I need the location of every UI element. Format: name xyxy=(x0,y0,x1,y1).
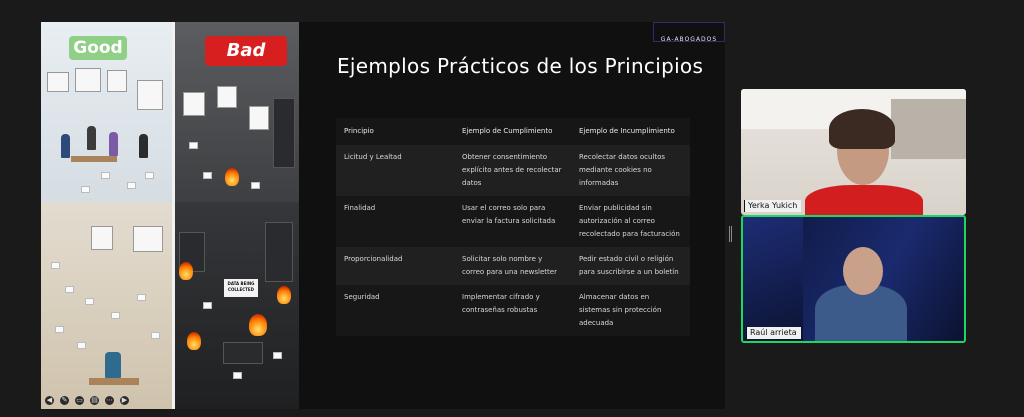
panel-divider xyxy=(172,22,175,409)
paper xyxy=(251,182,260,189)
pen-icon[interactable]: ✎ xyxy=(61,396,68,404)
paper xyxy=(273,352,282,359)
table-row xyxy=(336,247,690,285)
participant-body xyxy=(805,185,923,215)
paper xyxy=(85,298,94,305)
fire-icon xyxy=(179,262,193,280)
participant-head xyxy=(843,247,883,295)
table-cell: Finalidad xyxy=(336,196,454,247)
paper xyxy=(189,142,198,149)
table-cell: Recolectar datos ocultos mediante cookies no informadas xyxy=(571,145,690,196)
office-worker xyxy=(109,132,118,156)
paper xyxy=(77,342,86,349)
paper xyxy=(51,262,60,269)
paper xyxy=(137,294,146,301)
desk xyxy=(89,378,139,385)
table-cell: Solicitar solo nombre y correo para una newsletter xyxy=(454,247,571,285)
good-vs-bad-illustration xyxy=(41,22,299,409)
server-rack xyxy=(265,222,293,282)
paper xyxy=(203,302,212,309)
table-cell: Obtener consentimiento explícito antes de recolectar datos xyxy=(454,145,571,196)
messy-office-panel xyxy=(41,202,173,409)
slide-toolbar xyxy=(41,392,161,409)
whiteboard xyxy=(249,106,269,130)
paper xyxy=(55,326,64,333)
subtitles-icon[interactable]: ▤ xyxy=(91,396,98,404)
paper xyxy=(151,332,160,339)
whiteboard xyxy=(47,72,69,92)
data-collected-sign: DATA BEING COLLECTED xyxy=(224,279,258,297)
table-cell: Licitud y Lealtad xyxy=(336,145,454,196)
burning-office-panel xyxy=(173,202,299,409)
table-cell: Pedir estado civil o religión para suscribirse a un boletín xyxy=(571,247,690,285)
paper xyxy=(111,312,120,319)
fire-icon xyxy=(187,332,201,350)
whiteboard xyxy=(75,68,101,92)
office-worker xyxy=(139,134,148,158)
participant-video-tile[interactable] xyxy=(741,89,966,215)
table-cell: Implementar cifrado y contraseñas robustas xyxy=(454,285,571,336)
table-cell: Usar el correo solo para enviar la factura solicitada xyxy=(454,196,571,247)
paper xyxy=(65,286,74,293)
whiteboard xyxy=(91,226,113,250)
fire-icon xyxy=(277,286,291,304)
shared-slide xyxy=(41,22,725,409)
table-cell: Enviar publicidad sin autorización al correo recolectado para facturación xyxy=(571,196,690,247)
window-blinds xyxy=(891,99,966,159)
desk xyxy=(71,156,117,162)
table-row xyxy=(336,196,690,247)
good-label: Good xyxy=(69,36,127,60)
paper xyxy=(145,172,154,179)
bad-label: Bad xyxy=(205,36,287,66)
paper xyxy=(233,372,242,379)
fire-icon xyxy=(249,314,267,336)
background-panel xyxy=(743,217,803,343)
column-header: Ejemplo de Cumplimiento xyxy=(454,118,571,145)
laptop xyxy=(223,342,263,364)
office-worker xyxy=(105,352,121,378)
paper xyxy=(81,186,90,193)
resize-handle[interactable] xyxy=(729,226,732,242)
whiteboard xyxy=(137,80,163,110)
table-row xyxy=(336,145,690,196)
participant-name-label: Raúl arrieta xyxy=(746,327,801,339)
arrow-left-icon[interactable]: ◀ xyxy=(46,396,53,404)
participant-name-label: Yerka Yukich xyxy=(744,200,801,212)
whiteboard xyxy=(183,92,205,116)
office-worker xyxy=(61,134,70,158)
paper xyxy=(127,182,136,189)
eraser-icon[interactable]: ▭ xyxy=(76,396,83,404)
whiteboard xyxy=(217,86,237,108)
table-cell: Seguridad xyxy=(336,285,454,336)
server-rack xyxy=(273,98,295,168)
table-row xyxy=(336,285,690,336)
office-worker xyxy=(87,126,96,150)
table-cell: Proporcionalidad xyxy=(336,247,454,285)
brand-logo: GA-ABOGADOS xyxy=(653,22,725,42)
whiteboard xyxy=(133,226,163,252)
more-icon[interactable]: ⋯ xyxy=(106,396,113,404)
arrow-right-icon[interactable]: ▶ xyxy=(121,396,128,404)
column-header: Principio xyxy=(336,118,454,145)
paper xyxy=(203,172,212,179)
column-header: Ejemplo de Incumplimiento xyxy=(571,118,690,145)
principles-table xyxy=(336,118,690,336)
table-header-row xyxy=(336,118,690,145)
slide-title: Ejemplos Prácticos de los Principios xyxy=(337,54,704,78)
whiteboard xyxy=(107,70,127,92)
active-speaker-video-tile[interactable] xyxy=(741,215,966,343)
table-cell: Almacenar datos en sistemas sin protección adecuada xyxy=(571,285,690,336)
participant-hair xyxy=(829,109,895,149)
fire-icon xyxy=(225,168,239,186)
paper xyxy=(101,172,110,179)
